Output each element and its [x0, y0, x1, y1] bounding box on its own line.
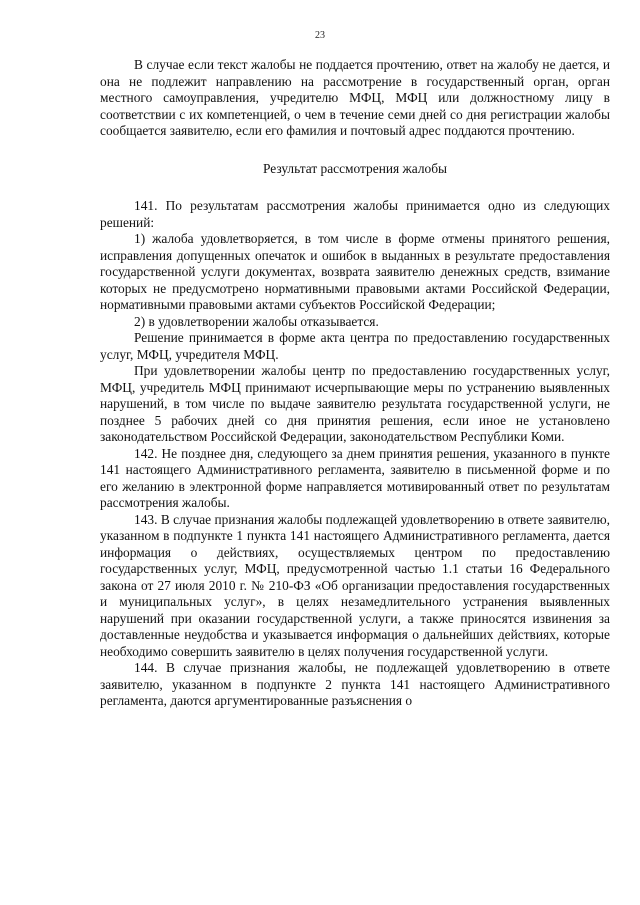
paragraph-141-decision: Решение принимается в форме акта центра по предоставлению государственных услуг, МФЦ, учредителя МФЦ.: [100, 330, 610, 362]
paragraph-143: 143. В случае признания жалобы подлежащей удовлетворению в ответе заявителю, указанном в подпункте 1 пункта 141 настоящего Административного регламента, дается информация о действиях, осуществляемых центром по предоставлению государственных услуг, МФЦ, предусмотренной частью 1.1 статьи 16 Федерального закона от 27 июля 2010 г. № 210-ФЗ «Об организации предоставления государственных и муниципальных услуг», в целях незамедлительного устранения выявленных нарушений при оказании государственной услуги, а также приносятся извинения за доставленные неудобства и указывается информация о дальнейших действиях, которые необходимо совершить заявителю в целях получения государственной услуги.: [100, 511, 610, 659]
section-heading: Результат рассмотрения жалобы: [262, 160, 448, 176]
paragraph-141-item-2: 2) в удовлетворении жалобы отказывается.: [134, 313, 379, 329]
page-number: 23: [315, 30, 325, 41]
intro-paragraph: В случае если текст жалобы не поддается прочтению, ответ на жалобу не дается, и она не подлежит направлению на рассмотрение в государственный орган, орган местного самоуправления, учредителю МФЦ, МФЦ или должностному лицу в соответствии с их компетенцией, о чем в течение семи дней со дня регистрации жалобы сообщается заявителю, если его фамилия и почтовый адрес поддаются прочтению.: [100, 57, 610, 138]
paragraph-141: 141. По результатам рассмотрения жалобы принимается одно из следующих решений:: [100, 198, 610, 230]
document-body: [100, 57, 610, 710]
paragraph-141-satisfaction: При удовлетворении жалобы центр по предоставлению государственных услуг, МФЦ, учредитель МФЦ принимают исчерпывающие меры по устранению выявленных нарушений, в том числе по выдаче заявителю результата государственной услуги, не позднее 5 рабочих дней со дня принятия решения, если иное не установлено законодательством Российской Федерации, законодательством Республики Коми.: [100, 363, 610, 444]
paragraph-144: 144. В случае признания жалобы, не подлежащей удовлетворению в ответе заявителю, указанном в подпункте 2 пункта 141 настоящего Административного регламента, даются аргументированные разъяснения о: [100, 660, 610, 708]
paragraph-141-item-1: 1) жалоба удовлетворяется, в том числе в форме отмены принятого решения, исправления допущенных опечаток и ошибок в выданных в результате предоставления государственной услуги документах, возврата заявителю денежных средств, взимание которых не предусмотрено нормативными правовыми актами Российской Федерации, нормативными правовыми актами субъектов Российской Федерации;: [100, 231, 610, 312]
paragraph-142: 142. Не позднее дня, следующего за днем принятия решения, указанного в пункте 141 настоящего Административного регламента, заявителю в письменной форме и по его желанию в электронной форме направляется мотивированный ответ по результатам рассмотрения жалобы.: [100, 445, 610, 510]
